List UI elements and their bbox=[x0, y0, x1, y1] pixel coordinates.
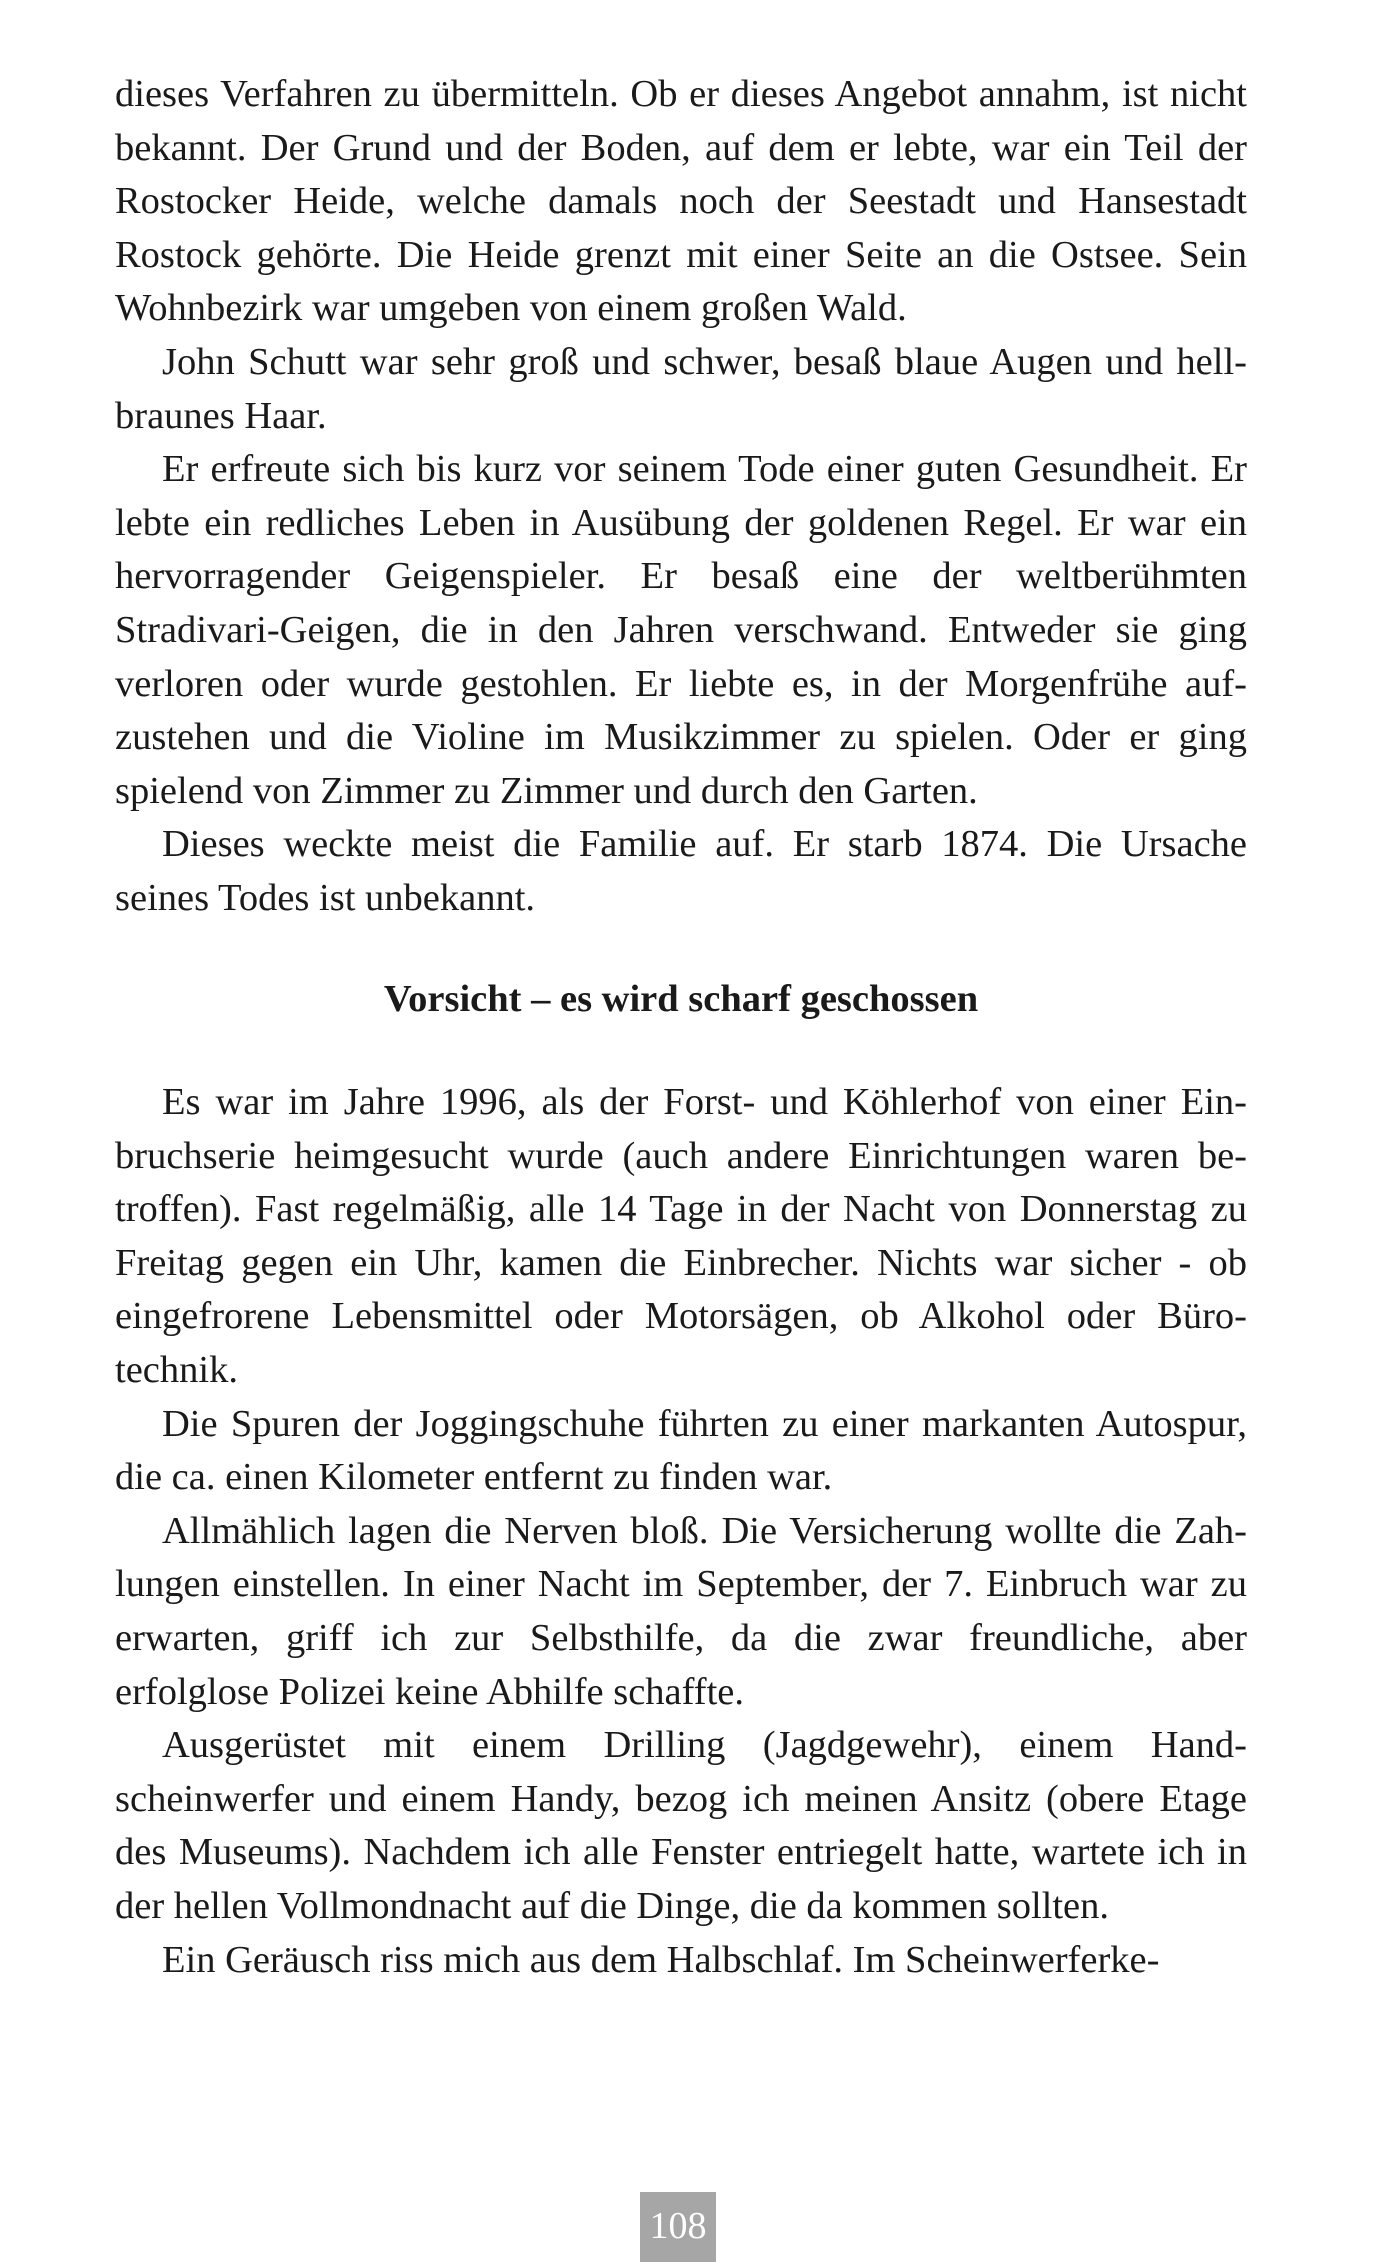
paragraph-gesundheit: Er erfreute sich bis kurz vor seinem Tode einer guten Gesundheit. Er lebte ein redliches Leben in Ausübung der goldenen Regel. Er war ein hervorragender Geigenspieler. Er besaß eine der weltberühmten Stradivari-Geigen, die in den Jahren verschwand. Entweder sie ging verloren oder wurde gestohlen. Er liebte es, in der Morgenfrühe aufzustehen und die Violine im Musikzimmer zu spielen. Oder er ging spielend von Zimmer zu Zimmer und durch den Garten. bbox=[115, 448, 1247, 812]
paragraph-verfahren: dieses Verfahren zu übermitteln. Ob er dieses Angebot annahm, ist nicht bekannt. Der Grund und der Boden, auf dem er lebte, war ein Teil der Rostocker Heide, welche damals noch der Seestadt und Hansestadt Rostock gehörte. Die Heide grenzt mit einer Seite an die Ostsee. Sein Wohnbezirk war umgeben von einem großen Wald. bbox=[115, 73, 1247, 330]
paragraph-geraeusch: Ein Geräusch riss mich aus dem Halbschlaf. Im Scheinwerferke- bbox=[162, 1938, 1160, 1981]
paragraph-einbruchserie: Es war im Jahre 1996, als der Forst- und Köhlerhof von einer Einbruchserie heimgesucht wurde (auch andere Einrichtungen waren betroffen). Fast regelmäßig, alle 14 Tage in der Nacht von Donnerstag zu Freitag gegen ein Uhr, kamen die Einbrecher. Nichts war sicher - ob eingefrorene Lebensmittel oder Motorsägen, ob Alkohol oder Bürotechnik. bbox=[115, 1081, 1247, 1392]
section-heading: Vorsicht – es wird scharf geschossen bbox=[383, 977, 979, 1020]
page-body bbox=[115, 68, 1247, 1987]
paragraph-ausgeruestet: Ausgerüstet mit einem Drilling (Jagdgewehr), einem Handscheinwerfer und einem Handy, bezog ich meinen Ansitz (obere Etage des Museums). Nachdem ich alle Fenster entriegelt hatte, wartete ich in der hellen Vollmondnacht auf die Dinge, die da kommen sollten. bbox=[115, 1724, 1247, 1927]
page-number-box bbox=[640, 2192, 716, 2262]
page-number: 108 bbox=[649, 2205, 707, 2247]
paragraph-nerven: Allmählich lagen die Nerven bloß. Die Versicherung wollte die Zahlungen einstellen. In einer Nacht im September, der 7. Einbruch war zu erwarten, griff ich zur Selbsthilfe, da die zwar freundliche, aber erfolglose Polizei keine Abhilfe schaffte. bbox=[115, 1509, 1247, 1713]
paragraph-spuren: Die Spuren der Joggingschuhe führten zu einer markanten Autospur, die ca. einen Kilometer entfernt zu finden war. bbox=[115, 1402, 1247, 1499]
paragraph-john-schutt: John Schutt war sehr groß und schwer, besaß blaue Augen und hellbraunes Haar. bbox=[115, 340, 1247, 437]
paragraph-tod: Dieses weckte meist die Familie auf. Er starb 1874. Die Ursache seines Todes ist unbekannt. bbox=[115, 823, 1247, 919]
